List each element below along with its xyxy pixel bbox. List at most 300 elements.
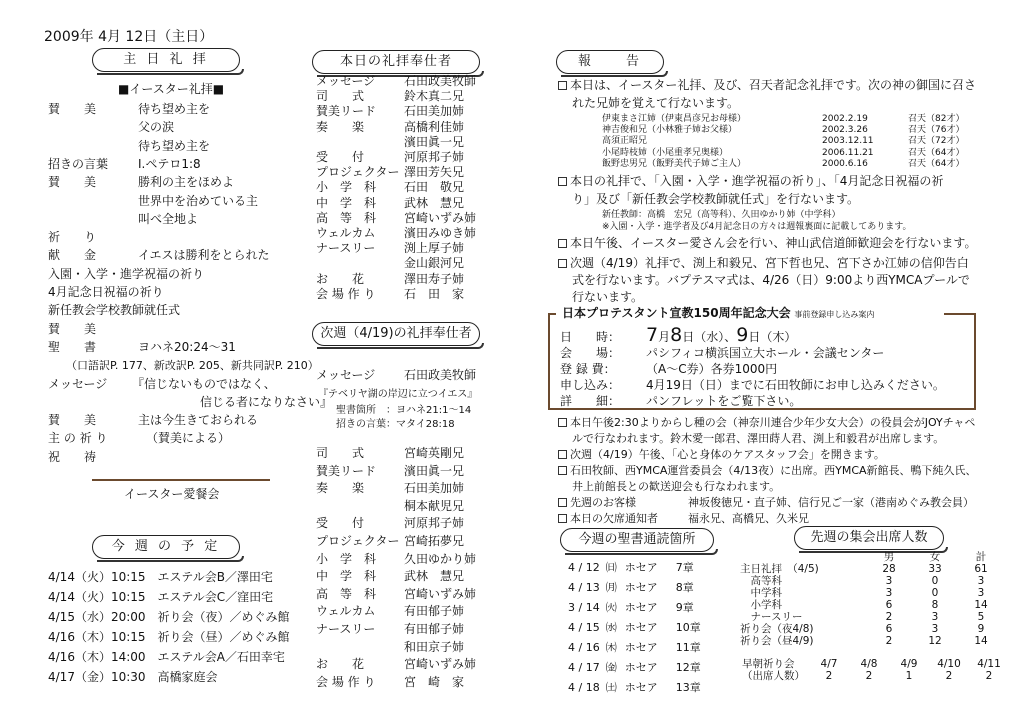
readings-title: 今週の聖書通読箇所 [560, 528, 714, 552]
duty-item [316, 638, 464, 656]
worship-item [48, 448, 138, 466]
duty-role: 高 等 科 [316, 210, 377, 225]
morning-count: 2 [945, 670, 953, 682]
reading-row [568, 578, 707, 598]
worship-item-value: 父の涙 [138, 120, 175, 135]
reading-c: 8章 [675, 581, 694, 594]
duty-person: 武林 慧兄 [404, 195, 465, 210]
report-p6-text: 次週（4/19）午後、「心と身体のケアスタッフ会」を開きます。 [570, 448, 885, 461]
attendance-name: 祈り会（夜4/8) [740, 623, 814, 635]
worship-item [48, 283, 164, 301]
report-p7-b: 井上前館長との歓送迎会も行なわれます。 [572, 480, 781, 493]
attendance-m: 3 [885, 587, 893, 599]
attendance-f: 33 [928, 563, 942, 575]
reading-c: 7章 [675, 561, 694, 574]
easter-lunch: イースター愛餐会 [124, 487, 220, 501]
worship-item [48, 301, 181, 319]
deceased-name: 飯野忠男兄（飯野美代子姉ご主人） [602, 158, 747, 169]
duty-person: 石田政美牧師 [404, 74, 477, 88]
duty-person: 濱田眞一兄 [404, 134, 465, 149]
attendance-t: 9 [977, 623, 985, 635]
worship-item [48, 100, 210, 118]
reading-row [568, 658, 707, 678]
duty-item [316, 550, 476, 568]
worship-item [48, 246, 270, 264]
conference-day1: 8 [670, 324, 683, 346]
duty-item [316, 620, 464, 638]
worship-item [48, 228, 138, 246]
checkbox-icon [558, 514, 567, 523]
scripture: 聖書箇所 ：ヨハネ21:1～14 [336, 405, 472, 416]
deceased-date: 2002.3.26 [822, 125, 868, 136]
duty-role: 中 学 科 [316, 569, 377, 584]
conference-fee-label: 登 録 費： [560, 362, 616, 376]
worship-item-value: 叫べ全地よ [138, 211, 199, 226]
worship-item-label: 新任教会学校教師就任式 [48, 303, 181, 318]
worship-item-label: 招きの言葉 [48, 156, 109, 171]
duty-item [316, 462, 464, 480]
guests-value: 神坂俊徳兄・直子姉、信行兄ご一家（港南めぐみ教会員） [688, 496, 974, 509]
attendance-row [736, 575, 1004, 587]
duty-person: 澤田寿子姉 [404, 271, 465, 286]
worship-item-label: 賛 美 [48, 413, 97, 428]
duty-item [316, 655, 476, 673]
worship-item [48, 192, 258, 210]
duty-person: 武林 慧兄 [404, 569, 465, 584]
report-p2-d: ※入園・入学・進学者及び4月記念日の方々は週報裏面に記載してあります。 [602, 222, 912, 232]
reading-row [568, 598, 707, 618]
duty-role: 司 式 [316, 446, 365, 460]
report-p5-text: 本日午後2:30よりからし種の会（神奈川連合少年少女大会）の役員会がJOYチャペ [570, 416, 976, 429]
report-p1-b: れた兄姉を覚えて行ないます。 [572, 96, 740, 110]
attendance-t: 14 [974, 599, 988, 611]
duty-person: 高橋利佳姉 [404, 119, 465, 134]
duty-person: 石 田 家 [404, 286, 465, 301]
morning-label: 早朝祈り会 [742, 658, 795, 670]
duty-role: 司 式 [316, 89, 365, 104]
conference-month-unit: 月 [658, 330, 671, 344]
worship-item-label: 聖 書 [48, 339, 97, 354]
next-duty-title: 次週（4/19)の礼拝奉仕者 [312, 322, 480, 346]
attendance-f: 12 [928, 635, 942, 647]
reading-d: 3 / 14 [568, 601, 600, 614]
duty-person: 宮崎拓夢兄 [404, 534, 465, 548]
worship-item-label: 賛 美 [48, 321, 97, 336]
duty-role: お 花 [316, 657, 365, 672]
duty-role: お 花 [316, 271, 365, 286]
reading-d: 4 / 17 [568, 661, 600, 674]
deceased-name: 神吉俊和兄（小林雅子姉お父様） [602, 125, 738, 136]
next-message-label: メッセージ [316, 368, 376, 382]
worship-item-value: （口語訳P. 177、新改訳P. 205、新共同訳P. 210） [66, 359, 319, 373]
date-header: 2009年 4月 12日（主日） [44, 29, 214, 45]
schedule-item: 4/17（金）10:30 高橋家庭会 [48, 670, 218, 684]
duty-person: 濱田眞一兄 [404, 463, 465, 478]
attendance-m: 28 [882, 563, 896, 575]
worship-item-label: 賛 美 [48, 175, 97, 190]
worship-item-value: ヨハネ20:24～31 [138, 339, 236, 354]
duty-person: 石田美加姉 [404, 104, 465, 119]
duty-person: 宮崎いずみ姉 [404, 657, 477, 672]
reading-b: ホセア [624, 661, 658, 674]
worship-item [48, 173, 234, 191]
report-p7-text: 石田牧師、西YMCA運営委員会（4/13夜）に出席。西YMCA新館長、鴨下純久氏、 [570, 464, 977, 477]
duty-item [316, 602, 464, 620]
conference-detail-value: パンフレットをご覧下さい。 [646, 394, 802, 408]
duty-person: 宮崎いずみ姉 [404, 210, 477, 225]
attendance-header [736, 551, 1004, 563]
attendance-table [736, 551, 1004, 647]
absent-value: 福永兄、高橋兄、久米兄 [688, 512, 809, 525]
deceased-name: 高須正昭兄 [602, 136, 648, 147]
morning-prayer-table [738, 658, 1009, 682]
reading-c: 9章 [675, 601, 694, 614]
reading-w: ㈯ [605, 681, 617, 694]
report-p1 [558, 76, 976, 94]
absent [558, 510, 809, 528]
checkbox-icon [558, 450, 567, 459]
report-p3-text: 本日午後、イースター愛さん会を行い、神山武信道師歓迎会を行ないます。 [570, 236, 977, 250]
duty-person: 宮崎いずみ姉 [404, 586, 477, 601]
duty-person: 澤田芳矢兄 [404, 165, 465, 180]
duty-item [316, 673, 464, 691]
guests-label: 先週のお客様 [570, 496, 636, 509]
duty-role: 小 学 科 [316, 180, 377, 195]
conference-place-label: 会 場： [560, 346, 621, 360]
checkbox-icon [558, 81, 567, 90]
reading-d: 4 / 16 [568, 641, 600, 654]
morning-count-label: （出席人数） [742, 670, 805, 682]
attendance-f: 3 [931, 623, 939, 635]
conference-title-text: 日本プロテスタント宣教150周年記念大会 [562, 306, 791, 320]
attendance-f: 3 [931, 611, 939, 623]
duty-person: 鈴木真二兄 [404, 89, 465, 104]
deceased-age: 召天（82才） [908, 114, 965, 124]
duty-person: 久田ゆかり姉 [404, 551, 477, 566]
morning-count: 1 [905, 670, 913, 682]
worship-item-label: 献 金 [48, 248, 97, 263]
attendance-row [736, 587, 1004, 599]
deceased-date: 2000.6.16 [822, 158, 868, 169]
morning-count: 2 [985, 670, 993, 682]
schedule-item: 4/16（木）10:15 祈り会（昼）／めぐみ館 [48, 630, 290, 644]
duty-person: 河原邦子姉 [404, 150, 465, 164]
reading-row [568, 638, 707, 658]
conference-title [560, 304, 876, 322]
attendance-name: 中学科 [740, 587, 782, 599]
attendance-title: 先週の集会出席人数 [794, 526, 944, 550]
worship-item [48, 375, 276, 393]
reading-b: ホセア [624, 681, 658, 694]
conference-date [560, 326, 796, 346]
reading-row [568, 618, 707, 638]
morning-date: 4/10 [937, 658, 961, 670]
reading-w: ㈰ [605, 561, 617, 574]
morning-count: 2 [865, 670, 873, 682]
attendance-t: 3 [977, 575, 985, 587]
divider [92, 479, 270, 481]
worship-item [48, 429, 230, 447]
duty-person: 宮崎英剛兄 [404, 446, 465, 460]
worship-subtitle: ■イースター礼拝■ [118, 82, 225, 96]
morning-date: 4/7 [820, 658, 838, 670]
duty-role: 小 学 科 [316, 551, 377, 566]
duty-person: 石田美加姉 [404, 481, 465, 496]
worship-item-label: 4月記念日祝福の祈り [48, 285, 164, 299]
worship-item-value: 信じる者になりなさい』 [200, 394, 333, 409]
deceased-date: 2003.12.11 [822, 136, 874, 147]
morning-counts-row [738, 670, 1009, 682]
attendance-name: 主日礼拝 （4/5) [740, 563, 819, 575]
worship-item [48, 265, 205, 283]
worship-item [48, 320, 138, 338]
deceased-age: 召天（72才） [908, 136, 965, 147]
worship-item-label: 賛 美 [48, 102, 97, 116]
attendance-row [736, 563, 1004, 575]
conference-day2: 9 [736, 324, 749, 346]
deceased-date: 2006.11.21 [822, 147, 874, 158]
reading-row [568, 678, 707, 698]
duty-person: 金山銀河兄 [404, 256, 465, 271]
reading-c: 10章 [675, 621, 701, 634]
attendance-t: 14 [974, 635, 988, 647]
reading-d: 4 / 12 [568, 561, 600, 574]
deceased-name: 小尾時枝姉（小尾重孝兄奥様） [602, 147, 729, 158]
schedule-item: 4/14（火）10:15 エステル会B／澤田宅 [48, 570, 273, 584]
attendance-row [736, 611, 1004, 623]
attendance-t: 61 [974, 563, 988, 575]
duty-role: 会 場 作 り [316, 674, 376, 689]
checkbox-icon [558, 259, 567, 268]
checkbox-icon [558, 239, 567, 248]
reading-w: ㈬ [605, 621, 617, 634]
worship-item [48, 137, 210, 155]
attendance-m: 2 [885, 635, 893, 647]
worship-item-label: 祈 り [48, 230, 97, 245]
worship-item-value: （賛美による） [146, 431, 231, 446]
attendance-header-cell: 女 [929, 551, 941, 563]
deceased-age: 召天（76才） [908, 125, 965, 136]
conference-rule-right [944, 313, 976, 315]
duty-role: ナースリー [316, 241, 376, 256]
duty-role: 中 学 科 [316, 195, 377, 210]
conference-apply-label: 申し込み： [560, 378, 621, 392]
attendance-row [736, 623, 1004, 635]
worship-item [48, 356, 319, 375]
reading-b: ホセア [624, 641, 658, 654]
today-duty-title: 本日の礼拝奉仕者 [312, 50, 480, 74]
duty-item [316, 532, 464, 550]
worship-title: 主 日 礼 拝 [92, 48, 240, 72]
worship-item-value: 『信じないものではなく、 [132, 376, 276, 391]
attendance-m: 6 [885, 623, 893, 635]
duty-person: 桐本献児兄 [404, 498, 465, 513]
report-p4 [558, 254, 969, 272]
duty-role: ウェルカム [316, 604, 376, 619]
worship-item-label: 入園・入学・進学祝福の祈り [48, 266, 205, 281]
attendance-f: 0 [931, 587, 939, 599]
duty-item [316, 585, 476, 603]
duty-item [316, 514, 464, 532]
reading-w: ㈮ [605, 661, 617, 674]
morning-date: 4/9 [900, 658, 918, 670]
worship-item-value: 主は今生きておられる [138, 413, 259, 428]
worship-item [48, 338, 236, 356]
duty-role: 賛美リード [316, 104, 377, 119]
duty-role: 会 場 作 り [316, 286, 376, 301]
schedule-item: 4/15（水）20:00 祈り会（夜）／めぐみ館 [48, 610, 290, 624]
attendance-name: 小学科 [740, 599, 782, 611]
attendance-row [736, 635, 1004, 647]
report-p3 [558, 234, 976, 252]
attendance-m: 3 [885, 575, 893, 587]
next-message-value: 石田政美牧師 [404, 368, 477, 382]
worship-item-value: I.ペテロ1:8 [138, 156, 201, 171]
duty-item [316, 444, 464, 462]
reading-d: 4 / 13 [568, 581, 600, 594]
morning-count: 2 [825, 670, 833, 682]
worship-item [48, 411, 258, 429]
reading-w: ㈪ [605, 581, 617, 594]
conference-fee-value: （A～C券）各券1000円 [646, 362, 778, 376]
conference-detail-label: 詳 細： [560, 394, 621, 408]
deceased-name: 伊東まさ江姉（伊東昌彦兄お母様） [602, 114, 747, 124]
attendance-f: 0 [931, 575, 939, 587]
conference-rule-left [548, 313, 556, 315]
next-message [316, 366, 476, 384]
conference-day2-unit: 日（木） [748, 330, 797, 344]
attendance-t: 3 [977, 587, 985, 599]
schedule-item: 4/14（火）10:15 エステル会C／窪田宅 [48, 590, 274, 604]
worship-item-value: 待ち望め主を [138, 138, 211, 153]
duty-role: メッセージ [316, 74, 376, 88]
duty-item [316, 479, 464, 497]
report-p5-b: ルで行なわれます。鈴木愛一郎君、澤田蒔人君、渕上和毅君が出席します。 [572, 432, 945, 445]
attendance-name: ナースリー [740, 611, 803, 623]
worship-item-value: 世界中を治めている主 [138, 193, 259, 208]
readings-table [568, 558, 707, 698]
morning-date: 4/8 [860, 658, 878, 670]
deceased-age: 召天（64才） [908, 147, 965, 158]
conference-date-label: 日 時： [560, 330, 621, 344]
attendance-m: 2 [885, 611, 893, 623]
report-p4-c: 行ないます。 [572, 290, 644, 304]
attendance-header-blank [736, 551, 866, 563]
report-p2-text: 本日の礼拝で、「入園・入学・進学祝福の祈り」、「4月記念日祝福の祈 [570, 174, 944, 188]
worship-item [48, 210, 198, 228]
worship-item-value: イエスは勝利をとられた [138, 248, 270, 263]
schedule-item: 4/16（木）14:00 エステル会A／石田幸宅 [48, 650, 285, 664]
reading-b: ホセア [624, 561, 658, 574]
worship-item-value: 待ち望め主を [138, 102, 211, 116]
duty-person: 宮 崎 家 [404, 674, 465, 689]
morning-date: 4/11 [977, 658, 1001, 670]
reading-b: ホセア [624, 581, 658, 594]
duty-person: 有田郁子姉 [404, 622, 465, 636]
duty-role: 奏 楽 [316, 119, 365, 134]
duty-person: 和田京子姉 [404, 639, 465, 654]
attendance-name: 祈り会（昼4/9) [740, 635, 814, 647]
duty-role: 高 等 科 [316, 586, 377, 601]
duty-item [316, 285, 464, 303]
call-to-worship: 招きの言葉：マタイ28:18 [336, 419, 455, 430]
reading-c: 13章 [675, 681, 701, 694]
conference-place-value: パシフィコ横浜国立大ホール・会議センター [646, 346, 885, 360]
attendance-row [736, 599, 1004, 611]
worship-item-label: 祝 祷 [48, 449, 97, 464]
conference-apply-value: 4月19日（日）までに石田牧師にお申し込みください。 [646, 378, 945, 392]
duty-item [316, 567, 464, 585]
duty-role: 受 付 [316, 150, 365, 164]
worship-item-label: 主 の 祈 り [48, 431, 108, 446]
worship-item-value: 勝利の主をほめよ [138, 175, 235, 190]
duty-role: ウェルカム [316, 226, 376, 240]
report-p2-b: り」及び「新任教会学校教師就任式」を行ないます。 [572, 192, 860, 206]
duty-role: 奏 楽 [316, 481, 365, 496]
worship-item [48, 393, 332, 411]
reading-d: 4 / 18 [568, 681, 600, 694]
checkbox-icon [558, 466, 567, 475]
deceased-age: 召天（64才） [908, 158, 965, 169]
report-p1-text: 本日は、イースター礼拝、及び、召天者記念礼拝です。次の神の御国に召さ [570, 78, 976, 92]
duty-role: プロジェクター [316, 165, 400, 180]
duty-role: ナースリー [316, 622, 376, 636]
reading-w: ㈫ [605, 601, 617, 614]
checkbox-icon [558, 177, 567, 186]
worship-item [48, 155, 201, 173]
reading-b: ホセア [624, 601, 658, 614]
worship-item-label: メッセージ [48, 376, 108, 391]
checkbox-icon [558, 498, 567, 507]
attendance-name: 高等科 [740, 575, 782, 587]
reading-w: ㈭ [605, 641, 617, 654]
deceased-date: 2002.2.19 [822, 114, 868, 124]
report-p2 [558, 172, 943, 190]
report-p2-c: 新任教師：高橋 宏兄（高等科）、久田ゆかり姉（中学科） [602, 210, 841, 220]
conference-note: 事前登録申し込み案内 [794, 310, 875, 319]
duty-person: 河原邦子姉 [404, 516, 465, 531]
reading-d: 4 / 15 [568, 621, 600, 634]
conference-day1-unit: 日（水）、 [682, 330, 737, 344]
duty-person: 有田郁子姉 [404, 604, 465, 619]
reading-c: 12章 [675, 661, 701, 674]
duty-item [316, 497, 464, 515]
conference-detail [560, 392, 801, 410]
report-title: 報 告 [556, 50, 664, 74]
reading-c: 11章 [675, 641, 701, 654]
worship-item [48, 118, 174, 136]
attendance-t: 5 [977, 611, 985, 623]
duty-role: 受 付 [316, 516, 365, 531]
reading-row [568, 558, 707, 578]
reading-b: ホセア [624, 621, 658, 634]
attendance-header-cell: 計 [975, 551, 987, 563]
attendance-header-cell: 男 [883, 551, 895, 563]
report-p4-text: 次週（4/19）礼拝で、渕上和毅兄、宮下哲也兄、宮下さか江姉の信仰告白 [570, 256, 969, 270]
attendance-f: 8 [931, 599, 939, 611]
duty-person: 石田 敬兄 [404, 180, 465, 195]
absent-label: 本日の欠席通知者 [570, 512, 658, 525]
morning-dates-row [738, 658, 1009, 670]
report-p4-b: 式を行ないます。バプテスマ式は、4/26（日）9:00より西YMCAプールで [572, 273, 970, 287]
attendance-m: 6 [885, 599, 893, 611]
duty-role: 賛美リード [316, 463, 377, 478]
checkbox-icon [558, 418, 567, 427]
duty-person: 渕上厚子姉 [404, 241, 465, 256]
week-schedule-title: 今 週 の 予 定 [92, 535, 240, 559]
duty-role: プロジェクター [316, 534, 400, 548]
sermon-title: 『テベリヤ湖の岸辺に立つイエス』 [318, 389, 478, 400]
